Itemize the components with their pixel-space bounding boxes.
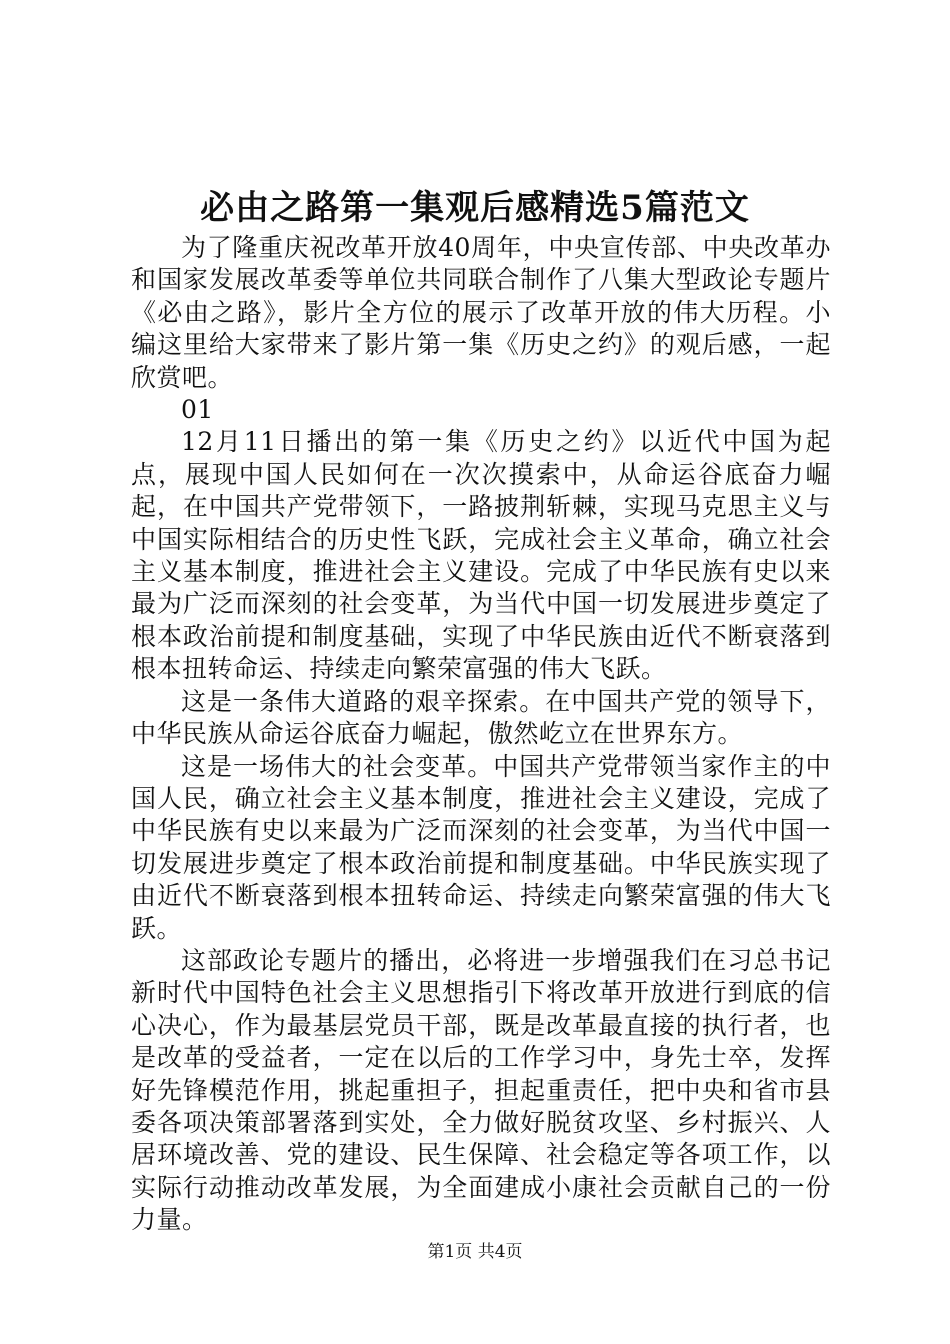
document-body: [131, 232, 831, 1237]
paragraph-great-road: 这是一条伟大道路的艰辛探索。在中国共产党的领导下，中华民族从命运谷底奋力崛起，傲然屹立在世界东方。: [131, 686, 831, 749]
section-number: 01: [181, 395, 214, 425]
paragraph-intro: 为了隆重庆祝改革开放40周年，中央宣传部、中央改革办和国家发展改革委等单位共同联合制作了八集大型政论专题片《必由之路》，影片全方位的展示了改革开放的伟大历程。小编这里给大家带来了影片第一集《历史之约》的观后感，一起欣赏吧。: [131, 233, 831, 392]
paragraph-social-change: 这是一场伟大的社会变革。中国共产党带领当家作主的中国人民，确立社会主义基本制度，推进社会主义建设，完成了中华民族有史以来最为广泛而深刻的社会变革，为当代中国一切发展进步奠定了根本政治前提和制度基础。中华民族实现了由近代不断衰落到根本扭转命运、持续走向繁荣富强的伟大飞跃。: [131, 751, 831, 943]
document-title: 必由之路第一集观后感精选5篇范文: [200, 188, 750, 228]
paragraph-episode-summary: 12月11日播出的第一集《历史之约》以近代中国为起点，展现中国人民如何在一次次摸索中，从命运谷底奋力崛起，在中国共产党带领下，一路披荆斩棘，实现马克思主义与中国实际相结合的历史性飞跃，完成社会主义革命，确立社会主义基本制度，推进社会主义建设。完成了中华民族有史以来最为广泛而深刻的社会变革，为当代中国一切发展进步奠定了根本政治前提和制度基础，实现了中华民族由近代不断衰落到根本扭转命运、持续走向繁荣富强的伟大飞跃。: [131, 427, 831, 684]
page-footer: 第1页 共4页: [427, 1242, 523, 1262]
paragraph-reflection: 这部政论专题片的播出，必将进一步增强我们在习总书记新时代中国特色社会主义思想指引下将改革开放进行到底的信心决心，作为最基层党员干部，既是改革最直接的执行者，也是改革的受益者，一定在以后的工作学习中，身先士卒，发挥好先锋模范作用，挑起重担子，担起重责任，把中央和省市县委各项决策部署落到实处，全力做好脱贫攻坚、乡村振兴、人居环境改善、党的建设、民生保障、社会稳定等各项工作，以实际行动推动改革发展，为全面建成小康社会贡献自己的一份力量。: [131, 945, 831, 1235]
